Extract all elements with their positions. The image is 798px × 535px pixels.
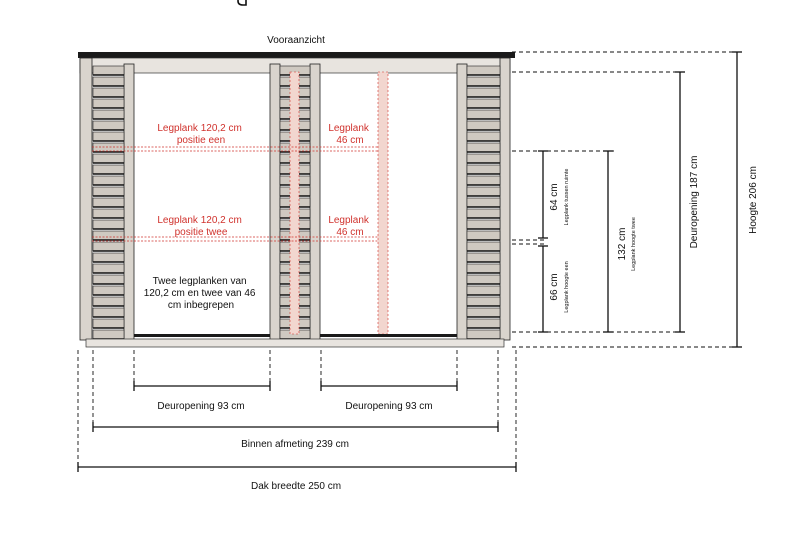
shelf-line-one — [92, 147, 378, 151]
wall-plank — [93, 143, 124, 152]
roof — [78, 52, 515, 58]
wall-plank — [93, 99, 124, 108]
wall-plank — [467, 99, 500, 108]
wall-plank — [93, 286, 124, 295]
middle-pink-batten — [290, 72, 299, 334]
wall-plank — [93, 198, 124, 207]
wall-plank — [93, 209, 124, 218]
wall-plank — [93, 187, 124, 196]
wall-plank — [467, 264, 500, 273]
door-left-label: Deuropening 93 cm — [157, 401, 245, 412]
wall-plank — [467, 308, 500, 317]
wall-plank — [467, 88, 500, 97]
right-post — [457, 64, 467, 340]
wall-plank — [467, 231, 500, 240]
right-frame-post — [500, 58, 510, 340]
shelf-line-two — [92, 237, 378, 241]
wall-plank — [467, 275, 500, 284]
wall-plank — [93, 154, 124, 163]
shelf-label-left-top: Legplank 120,2 cm positie een — [157, 123, 242, 146]
wall-plank — [93, 308, 124, 317]
shelf-gap-label: 64 cm — [549, 183, 560, 211]
dim-door-height — [675, 72, 685, 332]
dim-total-height — [732, 52, 742, 347]
wall-plank — [93, 176, 124, 185]
shelves-included-note: Twee legplanken van 120,2 cm en twee van 46 cm inbegrepen — [143, 276, 256, 311]
right-plank-stack — [467, 66, 500, 339]
roof-width-label: Dak breedte 250 cm — [250, 481, 342, 492]
dim-inner — [93, 422, 498, 432]
wall-plank — [93, 132, 124, 141]
left-plank-stack — [93, 66, 124, 339]
wall-plank — [467, 242, 500, 251]
drawing-title: Vooraanzicht — [267, 35, 325, 46]
dim-door-left — [134, 381, 270, 391]
shelf-one-sublabel: Legplank hoogte een — [564, 261, 570, 313]
door-height-label: Deuropening 187 cm — [689, 155, 700, 249]
shelf-gap-sublabel: Legplank tussen ruimte — [564, 168, 570, 226]
wall-plank — [467, 110, 500, 119]
inner-dimension-label: Binnen afmeting 239 cm — [241, 439, 349, 450]
door-right-label: Deuropening 93 cm — [345, 401, 433, 412]
wall-plank — [93, 66, 124, 75]
wall-plank — [93, 231, 124, 240]
wall-plank — [467, 220, 500, 229]
wall-plank — [93, 253, 124, 262]
wall-plank — [467, 132, 500, 141]
heading-fragment — [238, 0, 246, 5]
wall-plank — [467, 297, 500, 306]
wall-plank — [93, 264, 124, 273]
wall-plank — [93, 77, 124, 86]
dim-door-right — [321, 381, 457, 391]
right-door-sill — [320, 334, 457, 337]
wall-plank — [467, 198, 500, 207]
dim-shelf-one — [538, 246, 548, 332]
wall-plank — [93, 110, 124, 119]
right-extension-lines — [512, 52, 740, 347]
dim-shelf-two — [603, 151, 613, 332]
total-height-label: Hoogte 206 cm — [748, 166, 759, 234]
base-beam — [86, 339, 504, 347]
wall-plank — [467, 176, 500, 185]
wall-plank — [467, 253, 500, 262]
bottom-extension-lines — [78, 350, 516, 472]
wall-plank — [93, 330, 124, 339]
middle-post-right — [310, 64, 320, 340]
wall-plank — [467, 187, 500, 196]
wall-plank — [93, 121, 124, 130]
wall-plank — [467, 209, 500, 218]
dim-roof — [78, 462, 516, 472]
wall-plank — [93, 220, 124, 229]
wall-plank — [467, 165, 500, 174]
dim-shelf-gap — [538, 151, 548, 238]
left-frame-post — [80, 58, 92, 340]
wall-plank — [93, 275, 124, 284]
wall-plank — [93, 242, 124, 251]
shelf-label-right-top: Legplank 46 cm — [328, 123, 369, 146]
wall-plank — [467, 154, 500, 163]
left-post — [124, 64, 134, 340]
wall-plank — [93, 165, 124, 174]
wall-plank — [467, 66, 500, 75]
wall-plank — [467, 330, 500, 339]
shelf-label-left-mid: Legplank 120,2 cm positie twee — [157, 215, 242, 238]
wall-plank — [93, 319, 124, 328]
right-pink-batten — [378, 72, 388, 334]
middle-post-left — [270, 64, 280, 340]
wall-plank — [93, 297, 124, 306]
wall-plank — [467, 286, 500, 295]
shelf-one-label: 66 cm — [549, 273, 560, 301]
left-door-sill — [134, 334, 270, 337]
shelf-two-label: 132 cm — [617, 227, 628, 261]
wall-plank — [467, 319, 500, 328]
shelf-two-sublabel: Legplank hoogte twee — [631, 217, 637, 271]
wall-plank — [93, 88, 124, 97]
wall-plank — [467, 121, 500, 130]
wall-plank — [467, 143, 500, 152]
shelf-label-right-mid: Legplank 46 cm — [328, 215, 369, 238]
wall-plank — [467, 77, 500, 86]
